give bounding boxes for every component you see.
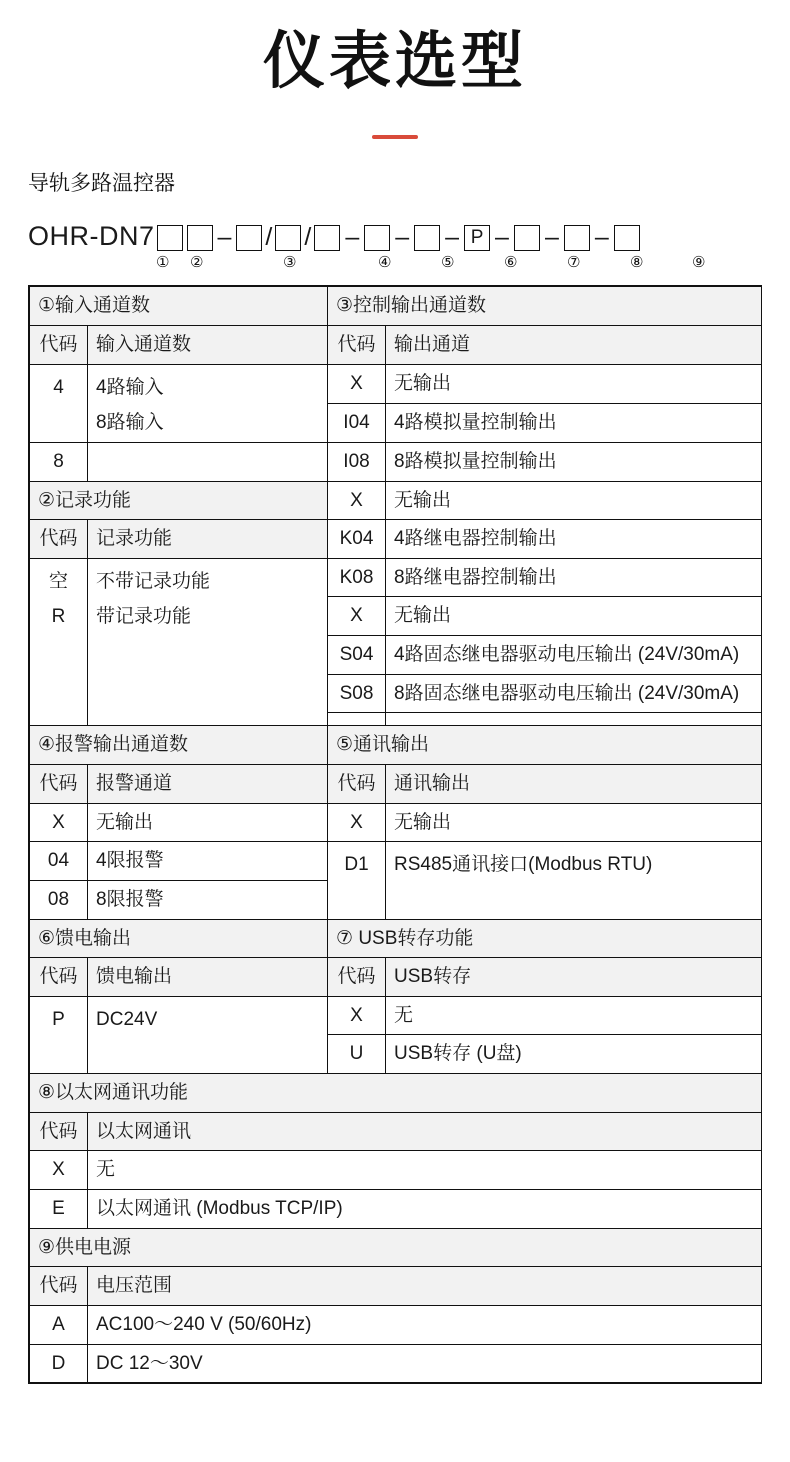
table-row (30, 558, 762, 597)
cell-code-3-7: S04 (328, 636, 386, 675)
col-code-8: 代码 (30, 1112, 88, 1151)
cell-code-6-0: P (30, 996, 88, 1073)
cell-text-1-1: 8路输入 (96, 412, 164, 434)
cell-desc-3-4: 4路继电器控制输出 (386, 520, 762, 559)
model-box-8 (564, 225, 590, 251)
cell-desc-3-1: 4路模拟量控制输出 (386, 403, 762, 442)
marker-3: ③ (283, 254, 297, 272)
title-divider (372, 135, 418, 139)
selection-guide-page (0, 26, 790, 1462)
table-row (30, 481, 762, 520)
cell-desc-2-0: 不带记录功能 (96, 570, 211, 592)
table-row (30, 1112, 762, 1151)
col-code-2: 代码 (30, 520, 88, 559)
col-name-5: 通讯输出 (386, 764, 762, 803)
marker-7: ⑦ (567, 254, 581, 272)
spacer-desc (386, 713, 762, 726)
marker-4: ④ (378, 254, 392, 272)
cell-code-3-1: I04 (328, 403, 386, 442)
table-row (30, 919, 762, 958)
table-row (30, 726, 762, 765)
model-box-5 (414, 225, 440, 251)
table-row (30, 1074, 762, 1113)
table-row (30, 958, 762, 997)
col-code-3: 代码 (328, 325, 386, 364)
cell-desc-3-0: 无输出 (386, 364, 762, 403)
col-name-9: 电压范围 (88, 1267, 762, 1306)
table-row (30, 1267, 762, 1306)
col-name-1: 输入通道数 (88, 325, 328, 364)
cell-code-3-4: K04 (328, 520, 386, 559)
cell-desc-9-1: DC 12～30V (88, 1344, 762, 1383)
table-row (30, 1151, 762, 1190)
cell-desc-9-0: AC100～240 V (50/60Hz) (88, 1305, 762, 1344)
section-title-1: ①输入通道数 (30, 287, 328, 326)
cell-code-9-1: D (30, 1344, 88, 1383)
cell-code-2-group (30, 558, 88, 726)
cell-desc-5-0: 无输出 (386, 803, 762, 842)
page-title: 仪表选型 (262, 27, 527, 96)
marker-9: ⑨ (692, 254, 706, 272)
model-code-row (28, 209, 790, 251)
cell-code-4-2: 08 (30, 880, 88, 919)
cell-desc-3-5: 8路继电器控制输出 (386, 558, 762, 597)
cell-code-3-6: X (328, 597, 386, 636)
model-box-7 (514, 225, 540, 251)
model-box-4 (364, 225, 390, 251)
col-code-6: 代码 (30, 958, 88, 997)
marker-5: ⑤ (441, 254, 455, 272)
table-row (30, 764, 762, 803)
cell-code-1-0: 4 (30, 364, 88, 442)
table-row (30, 442, 762, 481)
model-slash-1: / (265, 223, 273, 252)
cell-desc-4-2: 8限报警 (88, 880, 328, 919)
spacer-1 (88, 442, 328, 481)
col-code-1: 代码 (30, 325, 88, 364)
cell-code-5-0: X (328, 803, 386, 842)
col-name-6: 馈电输出 (88, 958, 328, 997)
cell-code-3-0: X (328, 364, 386, 403)
model-box-6: P (464, 225, 490, 251)
model-box-1 (157, 225, 183, 251)
table-row (30, 1344, 762, 1383)
cell-code-8-1: E (30, 1190, 88, 1229)
cell-desc-2-1: 带记录功能 (96, 606, 192, 628)
col-name-7: USB转存 (386, 958, 762, 997)
col-code-9: 代码 (30, 1267, 88, 1306)
cell-code-9-0: A (30, 1305, 88, 1344)
model-box-3c (314, 225, 340, 251)
table-row (30, 287, 762, 326)
cell-code-2-1: R (51, 606, 66, 628)
model-slash-2: / (304, 223, 312, 252)
cell-desc-3-6: 无输出 (386, 597, 762, 636)
cell-code-3-3: X (328, 481, 386, 520)
cell-desc-6-0: DC24V (88, 996, 328, 1073)
model-box-2 (187, 225, 213, 251)
section-title-5: ⑤通讯输出 (328, 726, 762, 765)
model-dash-4: – (445, 223, 460, 252)
cell-desc-8-0: 无 (88, 1151, 762, 1190)
cell-desc-1-0 (88, 364, 328, 442)
table-row (30, 996, 762, 1035)
section-title-9: ⑨供电电源 (30, 1228, 762, 1267)
table-row (30, 1228, 762, 1267)
col-name-8: 以太网通讯 (88, 1112, 762, 1151)
cell-desc-3-3: 无输出 (386, 481, 762, 520)
model-markers (28, 253, 790, 275)
section-title-4: ④报警输出通道数 (30, 726, 328, 765)
cell-code-2-0: 空 (48, 570, 68, 592)
product-subtitle: 导轨多路温控器 (28, 172, 175, 196)
cell-code-4-1: 04 (30, 842, 88, 881)
col-code-4: 代码 (30, 764, 88, 803)
model-dash-5: – (495, 223, 509, 252)
cell-code-5-1: D1 (328, 842, 386, 919)
table-row (30, 325, 762, 364)
col-code-5: 代码 (328, 764, 386, 803)
spacer-code (328, 713, 386, 726)
cell-code-7-0: X (328, 996, 386, 1035)
cell-code-4-0: X (30, 803, 88, 842)
table-row (30, 803, 762, 842)
cell-desc-3-7: 4路固态继电器驱动电压输出 (24V/30mA) (386, 636, 762, 675)
cell-code-3-2: I08 (328, 442, 386, 481)
table-row (30, 1305, 762, 1344)
table-row (30, 364, 762, 403)
cell-text-1-0: 4路输入 (96, 376, 164, 398)
table-row (30, 520, 762, 559)
cell-desc-8-1: 以太网通讯 (Modbus TCP/IP) (88, 1190, 762, 1229)
col-name-2: 记录功能 (88, 520, 328, 559)
cell-desc-3-2: 8路模拟量控制输出 (386, 442, 762, 481)
marker-1: ① (156, 254, 170, 272)
col-name-3: 输出通道 (386, 325, 762, 364)
section-title-8: ⑧以太网通讯功能 (30, 1074, 762, 1113)
table-row (30, 842, 762, 881)
section-title-7: ⑦ USB转存功能 (328, 919, 762, 958)
col-code-7: 代码 (328, 958, 386, 997)
model-box-9 (614, 225, 640, 251)
model-dash-2: – (345, 223, 360, 252)
cell-code-3-8: S08 (328, 674, 386, 713)
model-box-3b (275, 225, 301, 251)
section-title-3: ③控制输出通道数 (328, 287, 762, 326)
model-dash-7: – (594, 223, 609, 252)
section-title-6: ⑥馈电输出 (30, 919, 328, 958)
model-box-3a (236, 225, 262, 251)
marker-6: ⑥ (504, 254, 518, 272)
cell-desc-7-1: USB转存 (U盘) (386, 1035, 762, 1074)
table-row (30, 1190, 762, 1229)
cell-code-1-1: 8 (30, 442, 88, 481)
cell-code-3-5: K08 (328, 558, 386, 597)
model-dash-1: – (217, 223, 232, 252)
model-dash-6: – (544, 223, 559, 252)
marker-2: ② (190, 254, 204, 272)
cell-desc-4-0: 无输出 (88, 803, 328, 842)
cell-desc-2-group (88, 558, 328, 726)
model-prefix: OHR-DN7 (28, 221, 155, 252)
section-title-2: ②记录功能 (30, 481, 328, 520)
model-dash-3: – (395, 223, 410, 252)
cell-desc-4-1: 4限报警 (88, 842, 328, 881)
cell-desc-5-1: RS485通讯接口(Modbus RTU) (386, 842, 762, 919)
table-block-upper (28, 285, 762, 1384)
cell-desc-3-8: 8路固态继电器驱动电压输出 (24V/30mA) (386, 674, 762, 713)
cell-code-7-1: U (328, 1035, 386, 1074)
cell-desc-7-0: 无 (386, 996, 762, 1035)
cell-code-8-0: X (30, 1151, 88, 1190)
col-name-4: 报警通道 (88, 764, 328, 803)
marker-8: ⑧ (630, 254, 644, 272)
